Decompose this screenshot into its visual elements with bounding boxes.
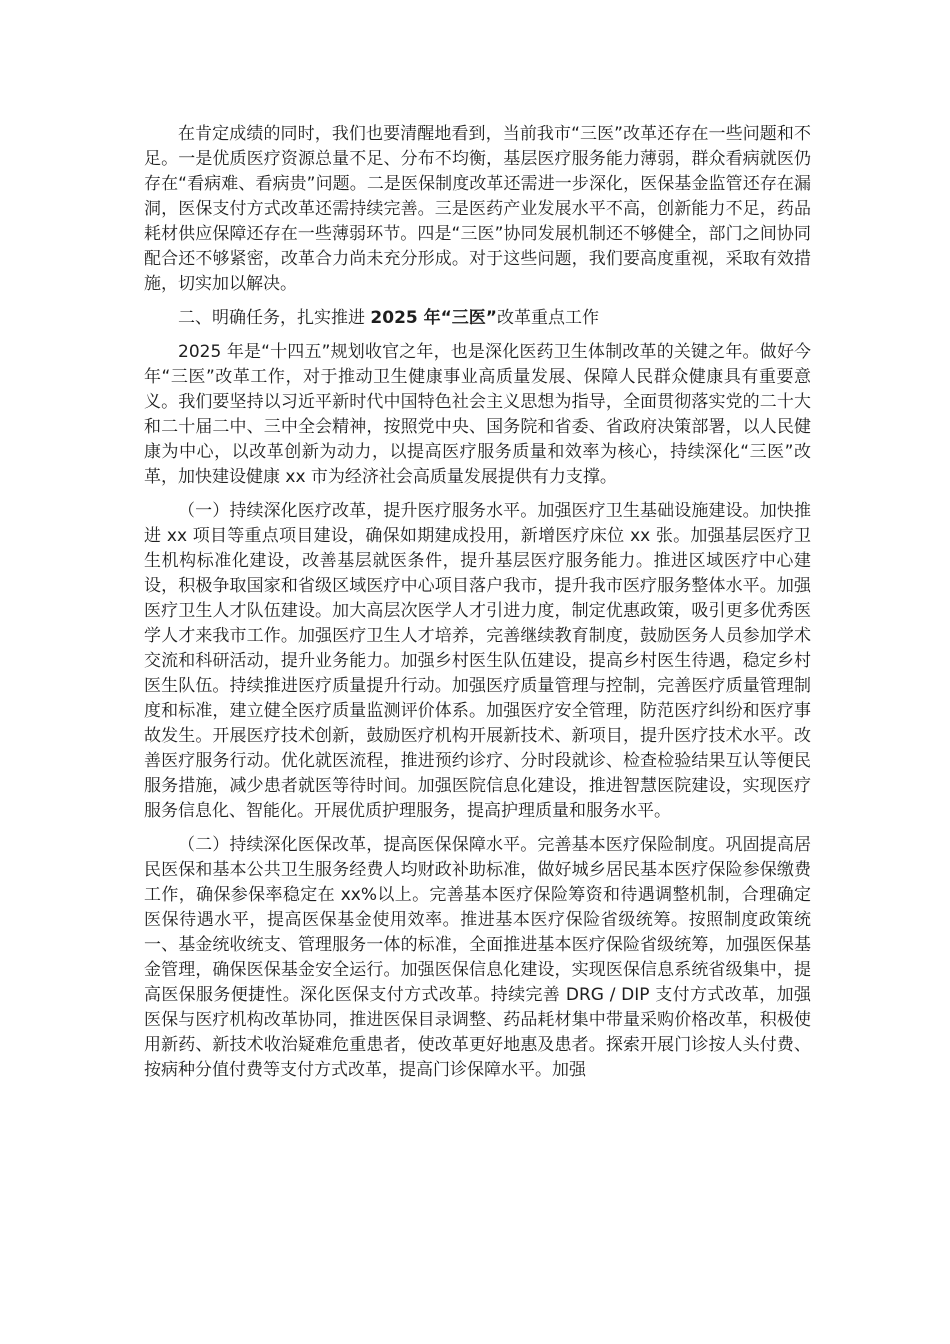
paragraph-insurance-reform: （二）持续深化医保改革，提高医保保障水平。完善基本医疗保险制度。巩固提高居民医保和基本公共卫生服务经费人均财政补助标准，做好城乡居民基本医疗保险参保缴费工作，确保参保率稳定在 xx%以上。完善基本医疗保险筹资和待遇调整机制，合理确定医保待遇水平，提高医保基金使用效率。推进基本医疗保险省级统筹。按照制度政策统一、基金统收统支、管理服务一体的标准，全面推进基本医疗保险省级统筹，加强医保基金管理，确保医保基金安全运行。加强医保信息化建设，实现医保信息系统省级集中，提高医保服务便捷性。深化医保支付方式改革。持续完善 DRG / DIP 支付方式改革，加强医保与医疗机构改革协同，推进医保目录调整、药品耗材集中带量采购价格改革，积极使用新药、新技术收治疑难危重患者，使改革更好地惠及患者。探索开展门诊按人头付费、按病种分值付费等支付方式改革，提高门诊保障水平。加强 — [144, 835, 811, 1080]
section-heading-prefix: 二、明确任务，扎实推进 — [178, 308, 371, 328]
paragraph-problems: 在肯定成绩的同时，我们也要清醒地看到，当前我市“三医”改革还存在一些问题和不足。一是优质医疗资源总量不足、分布不均衡，基层医疗服务能力薄弱，群众看病就医仍存在“看病难、看病贵”问题。二是医保制度改革还需进一步深化，医保基金监管还存在漏洞，医保支付方式改革还需持续完善。三是医药产业发展水平不高，创新能力不足，药品耗材供应保障还存在一些薄弱环节。四是“三医”协同发展机制还不够健全，部门之间协同配合还不够紧密，改革合力尚未充分形成。对于这些问题，我们要高度重视，采取有效措施，切实加以解决。 — [144, 124, 811, 294]
paragraph-medical-reform: （一）持续深化医疗改革，提升医疗服务水平。加强医疗卫生基础设施建设。加快推进 xx 项目等重点项目建设，确保如期建成投用，新增医疗床位 xx 张。加强基层医疗卫生机构标准化建设，改善基层就医条件，提升基层医疗服务能力。推进区域医疗中心建设，积极争取国家和省级区域医疗中心项目落户我市，提升我市医疗服务整体水平。加强医疗卫生人才队伍建设。加大高层次医学人才引进力度，制定优惠政策，吸引更多优秀医学人才来我市工作。加强医疗卫生人才培养，完善继续教育制度，鼓励医务人员参加学术交流和科研活动，提升业务能力。加强乡村医生队伍建设，提高乡村医生待遇，稳定乡村医生队伍。持续推进医疗质量提升行动。加强医疗质量管理与控制，完善医疗质量管理制度和标准，建立健全医疗质量监测评价体系。加强医疗安全管理，防范医疗纠纷和医疗事故发生。开展医疗技术创新，鼓励医疗机构开展新技术、新项目，提升医疗技术水平。改善医疗服务行动。优化就医流程，推进预约诊疗、分时段就诊、检查检验结果互认等便民服务措施，减少患者就医等待时间。加强医院信息化建设，推进智慧医院建设，实现医疗服务信息化、智能化。开展优质护理服务，提高护理质量和服务水平。 — [144, 501, 811, 821]
section-heading-suffix: 改革重点工作 — [497, 308, 599, 328]
section-heading-bold: 2025 年“三医” — [370, 308, 497, 328]
section-heading — [144, 306, 811, 331]
paragraph-2025-overview: 2025 年是“十四五”规划收官之年，也是深化医药卫生体制改革的关键之年。做好今年“三医”改革工作，对于推动卫生健康事业高质量发展、保障人民群众健康具有重要意义。我们要坚持以习近平新时代中国特色社会主义思想为指导，全面贯彻落实党的二十大和二十届二中、三中全会精神，按照党中央、国务院和省委、省政府决策部署，以人民健康为中心，以改革创新为动力，以提高医疗服务质量和效率为核心，持续深化“三医”改革，加快建设健康 xx 市为经济社会高质量发展提供有力支撑。 — [144, 342, 811, 487]
document-page — [144, 122, 811, 1092]
